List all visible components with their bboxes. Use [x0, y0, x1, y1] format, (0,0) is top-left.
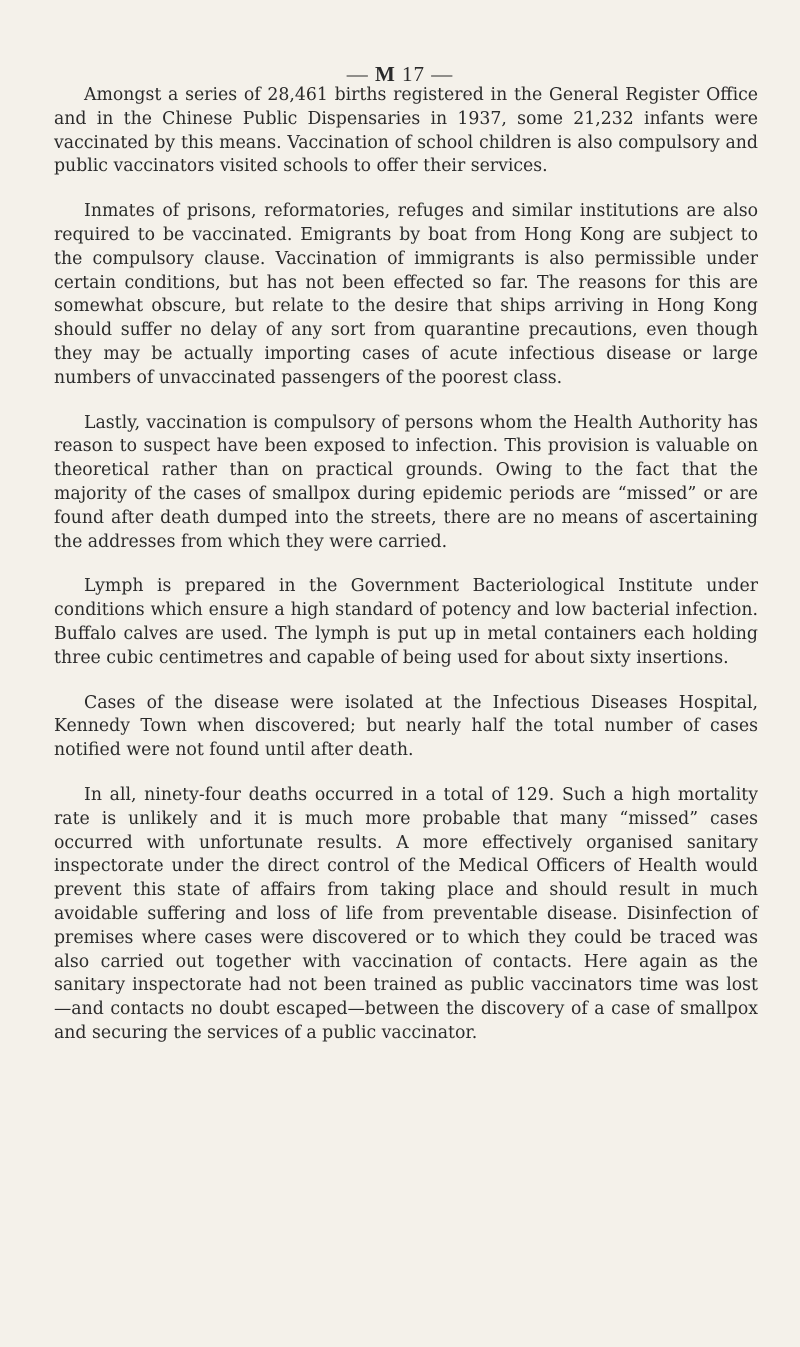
header-dash-left: —: [346, 62, 369, 86]
page-number: 17: [402, 62, 426, 86]
paragraph-mortality: In all, ninety-four deaths occurred in a total of 129. Such a high mortality rate is unlikely and it is much more probable that many “missed” cases occurred with unfortunate results. A more effectively organised sanitary inspectorate under the direct control of the Medical Officers of Health would prevent this state of affairs from taking place and should result in much avoidable suffering and loss of life from preventable disease. Disinfection of premises where cases were discovered or to which they could be traced was also carried out together with vaccination of contacts. Here again as the sanitary inspectorate had not been trained as public vaccinators time was lost—and contacts no doubt escaped—between the discovery of a case of smallpox and securing the services of a public vaccinator.: [54, 784, 758, 1043]
header-dash-right: —: [431, 62, 454, 86]
body-text: [54, 84, 758, 1046]
section-letter: M: [374, 62, 396, 86]
paragraph-inmates-emigrants: Inmates of prisons, reformatories, refuges and similar institutions are also required to be vaccinated. Emigrants by boat from Hong Kong are subject to the compulsory clause. Vaccination of immigrants is also permissible under certain conditions, but has not been effected so far. The reasons for this are somewhat obscure, but relate to the desire that ships arriving in Hong Kong should suffer no delay of any sort from quarantine precautions, even though they may be actually importing cases of acute infectious disease or large numbers of unvaccinated passengers of the poorest class.: [54, 201, 758, 388]
paragraph-lymph: Lymph is prepared in the Government Bacteriological Institute under conditions which ensure a high standard of potency and low bacterial infection. Buffalo calves are used. The lymph is put up in metal containers each holding three cubic centimetres and capable of being used for about sixty insertions.: [54, 576, 758, 668]
paragraph-isolation: Cases of the disease were isolated at the Infectious Diseases Hospital, Kennedy Town when discovered; but nearly half the total number of cases notified were not found until after death.: [54, 692, 758, 761]
paragraph-births-vaccination: Amongst a series of 28,461 births registered in the General Register Office and in the Chinese Public Dispensaries in 1937, some 21,232 infants were vaccinated by this means. Vaccination of school children is also compulsory and public vaccinators visited schools to offer their services.: [54, 85, 758, 177]
paragraph-compulsory-exposed: Lastly, vaccination is compulsory of persons whom the Health Authority has reason to suspect have been exposed to infection. This provision is valuable on theoretical rather than on practical grounds. Owing to the fact that the majority of the cases of smallpox during epidemic periods are “missed” or are found after death dumped into the streets, there are no means of ascertaining the addresses from which they were carried.: [54, 412, 758, 552]
page-header: [0, 62, 800, 87]
